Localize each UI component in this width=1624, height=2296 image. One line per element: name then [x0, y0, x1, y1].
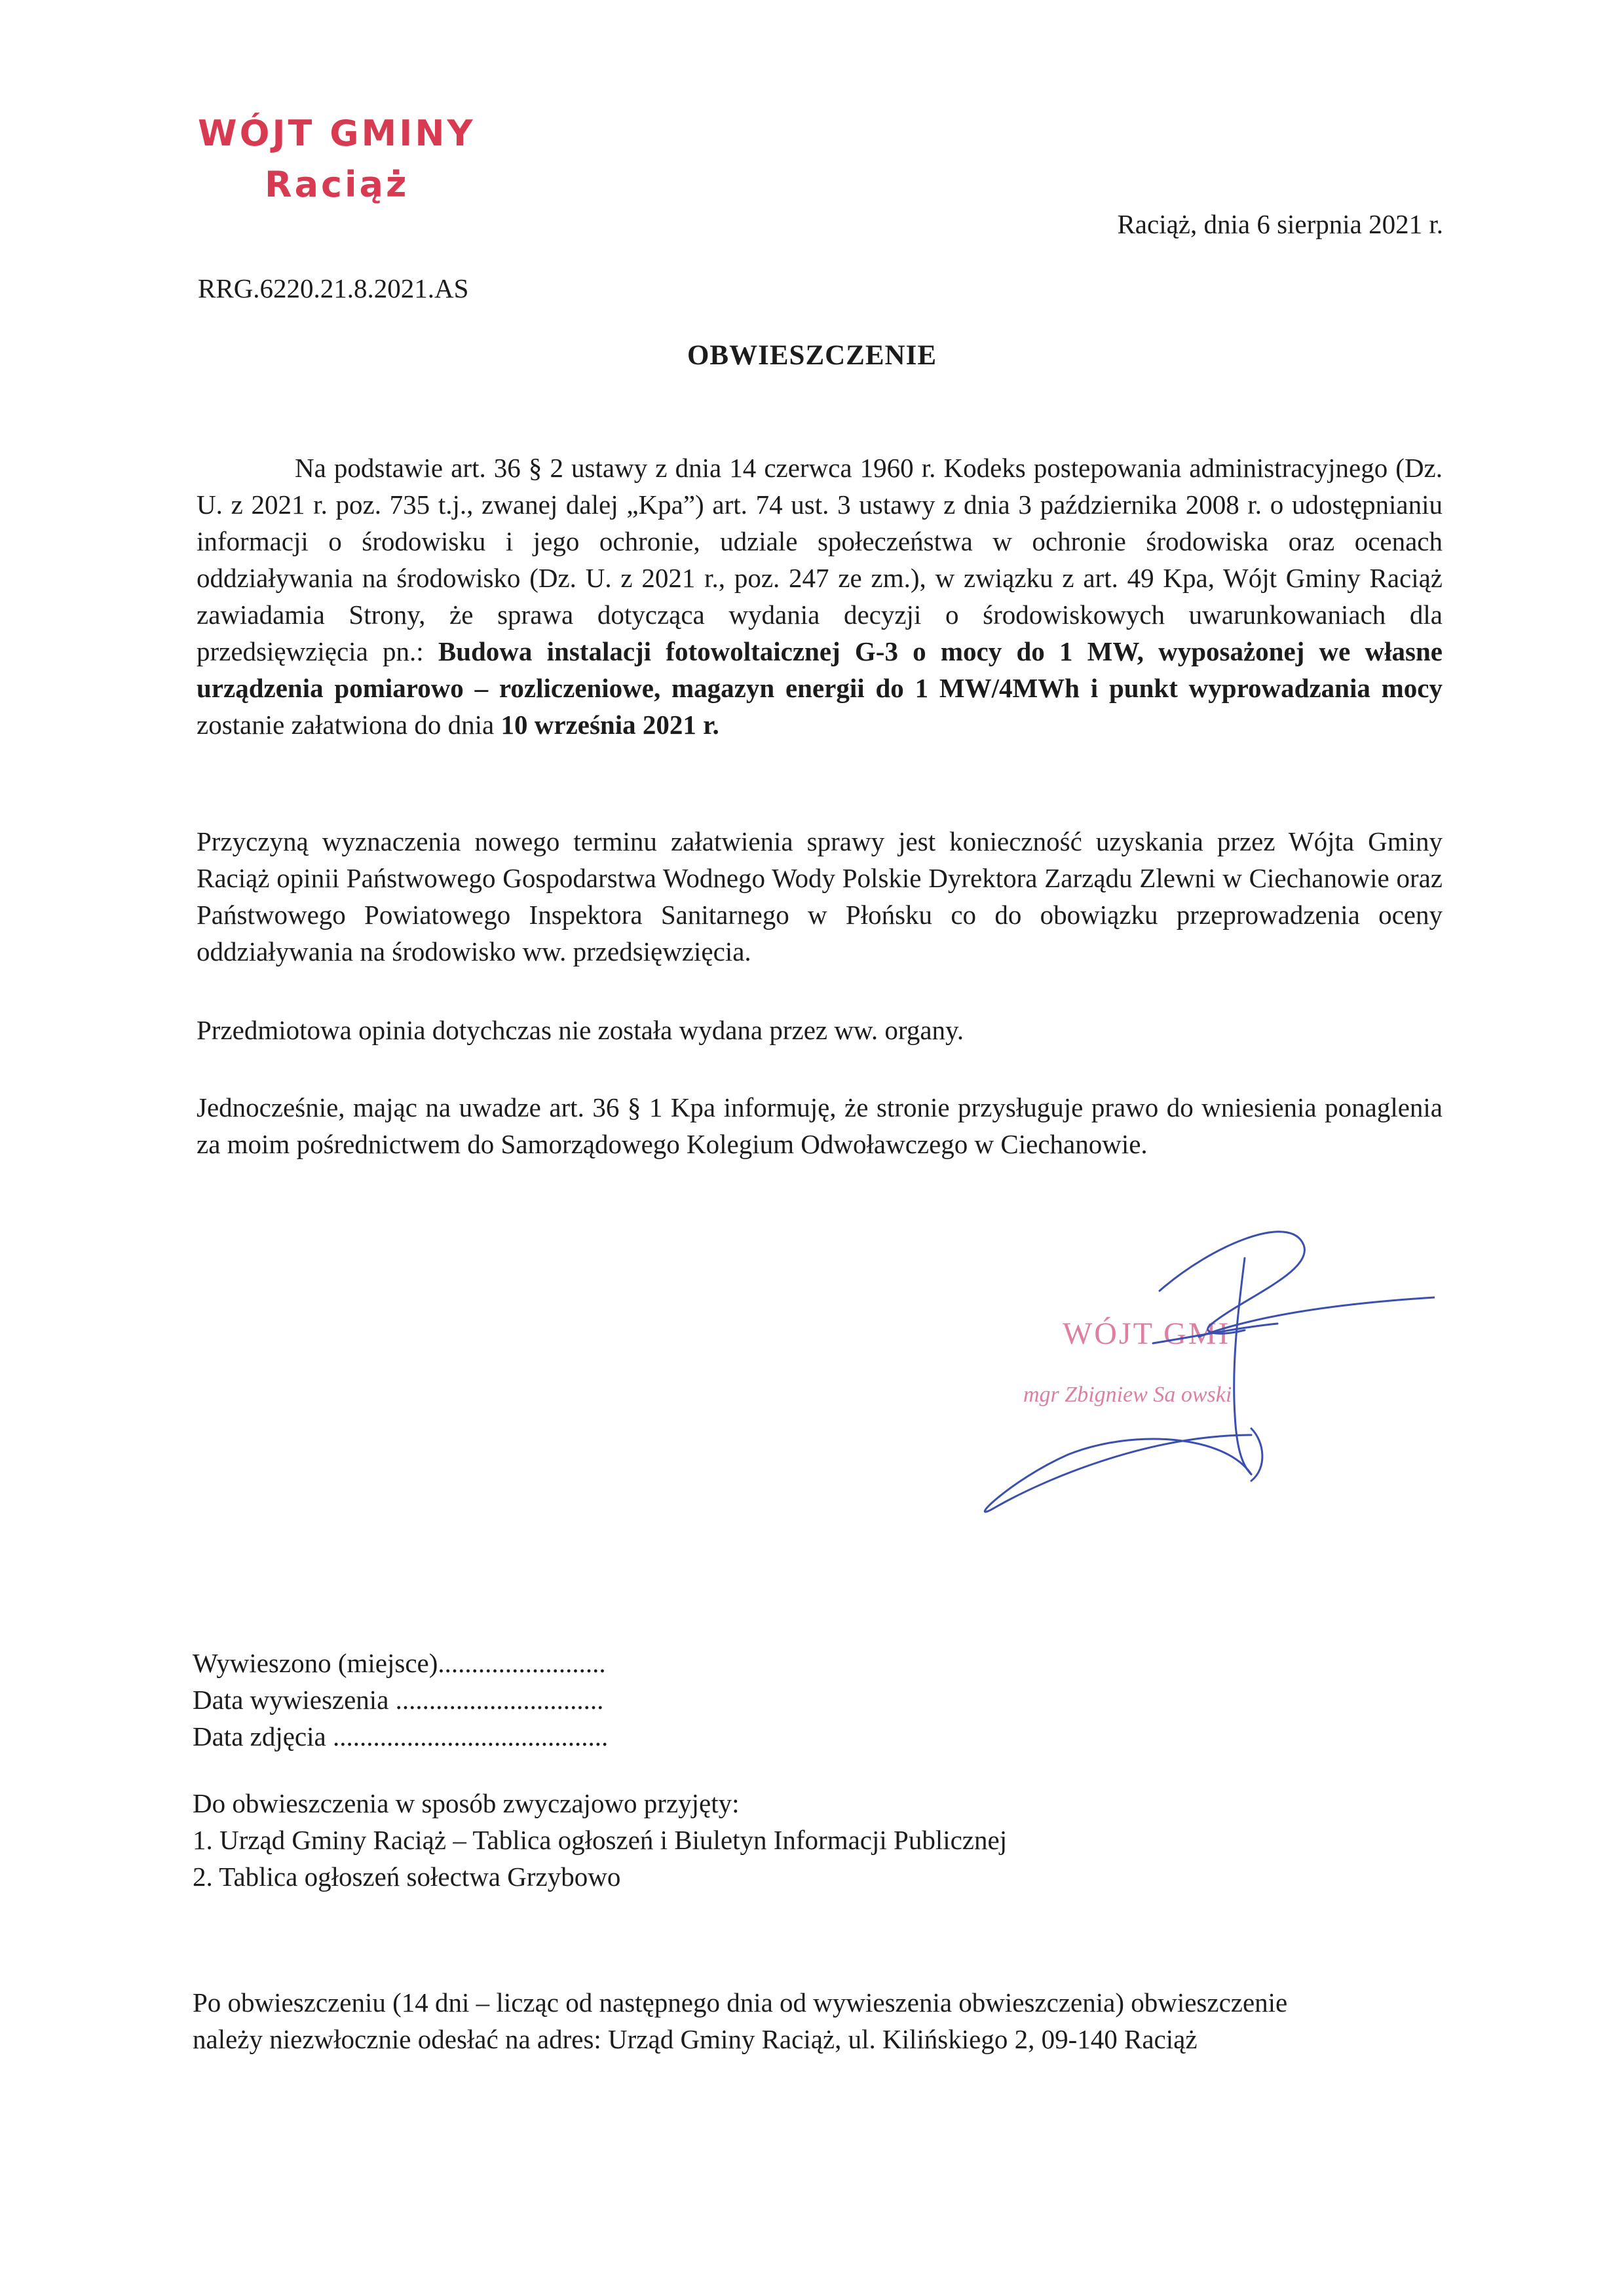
reference-number: RRG.6220.21.8.2021.AS	[198, 273, 469, 303]
footer-line-2: należy niezwłocznie odesłać na adres: Urząd Gminy Raciąż, ul. Kilińskiego 2, 09-140 Raciąż	[193, 2024, 1198, 2054]
signature-stamp-name: mgr Zbigniew Sa owski	[1023, 1383, 1232, 1407]
distribution-intro: Do obwieszczenia w sposób zwyczajowo przyjęty:	[193, 1788, 740, 1818]
posted-place-line: Wywieszono (miejsce).........................	[193, 1648, 606, 1678]
project-name: Budowa instalacji fotowoltaicznej G-3 o mocy do 1 MW, wyposażonej we własne urządzenia pomiarowo – rozliczeniowe, magazyn energii do 1 MW/4MWh i punkt wyprowadzania mocy	[197, 636, 1443, 703]
document-title: OBWIESZCZENIE	[687, 340, 937, 371]
paragraph1-part1: Na podstawie art. 36 § 2 ustawy z dnia 14 czerwca 1960 r. Kodeks postepowania administracyjnego (Dz. U. z 2021 r. poz. 735 t.j., zwanej dalej „Kpa”) art. 74 ust. 3 ustawy z dnia 3 października 2008 r. o udostępnianiu informacji o środowisku i jego ochronie, udziale społeczeństwa w ochronie środowiska oraz ocenach oddziaływania na środowisko (Dz. U. z 2021 r., poz. 247 ze zm.), w związku z art. 49 Kpa, Wójt Gminy Raciąż zawiadamia Strony, że sprawa dotycząca wydania decyzji o środowiskowych uwarunkowaniach dla przedsięwzięcia pn.:	[197, 453, 1443, 666]
paragraph1-part2: zostanie załatwiona do dnia	[197, 710, 501, 740]
deadline-date: 10 września 2021 r.	[500, 710, 719, 740]
paragraph-opinion-status: Przedmiotowa opinia dotychczas nie została wydana przez ww. organy.	[197, 1015, 964, 1045]
office-stamp-line2: Raciąż	[265, 164, 409, 205]
distribution-item: 1. Urząd Gminy Raciąż – Tablica ogłoszeń i Biuletyn Informacji Publicznej	[193, 1825, 1008, 1855]
distribution-item: 2. Tablica ogłoszeń sołectwa Grzybowo	[193, 1862, 621, 1892]
paragraph-legal-basis	[197, 450, 1443, 743]
footer-line-1: Po obwieszczeniu (14 dni – licząc od następnego dnia od wywieszenia obwieszczenia) obwieszczenie	[193, 1987, 1288, 2018]
paragraph-reason: Przyczyną wyznaczenia nowego terminu załatwienia sprawy jest konieczność uzyskania przez Wójta Gminy Raciąż opinii Państwowego Gospodarstwa Wodnego Wody Polskie Dyrektora Zarządu Zlewni w Ciechanowie oraz Państwowego Powiatowego Inspektora Sanitarnego w Płońsku co do obowiązku przeprowadzenia oceny oddziaływania na środowisko ww. przedsięwzięcia.	[197, 826, 1443, 966]
paragraph-appeal-right: Jednocześnie, mając na uwadze art. 36 § 1 Kpa informuję, że stronie przysługuje prawo do wniesienia ponaglenia za moim pośrednictwem do Samorządowego Kolegium Odwoławczego w Ciechanowie.	[197, 1092, 1443, 1159]
posted-date-line: Data wywieszenia ...............................	[193, 1685, 604, 1715]
handwritten-signature	[937, 1219, 1435, 1546]
office-stamp-line1: WÓJT GMINY	[198, 113, 476, 154]
photo-date-line: Data zdjęcia .........................................	[193, 1721, 609, 1751]
place-and-date: Raciąż, dnia 6 sierpnia 2021 r.	[1117, 209, 1443, 239]
signature-stamp-title: WÓJT GMI	[1063, 1316, 1231, 1351]
